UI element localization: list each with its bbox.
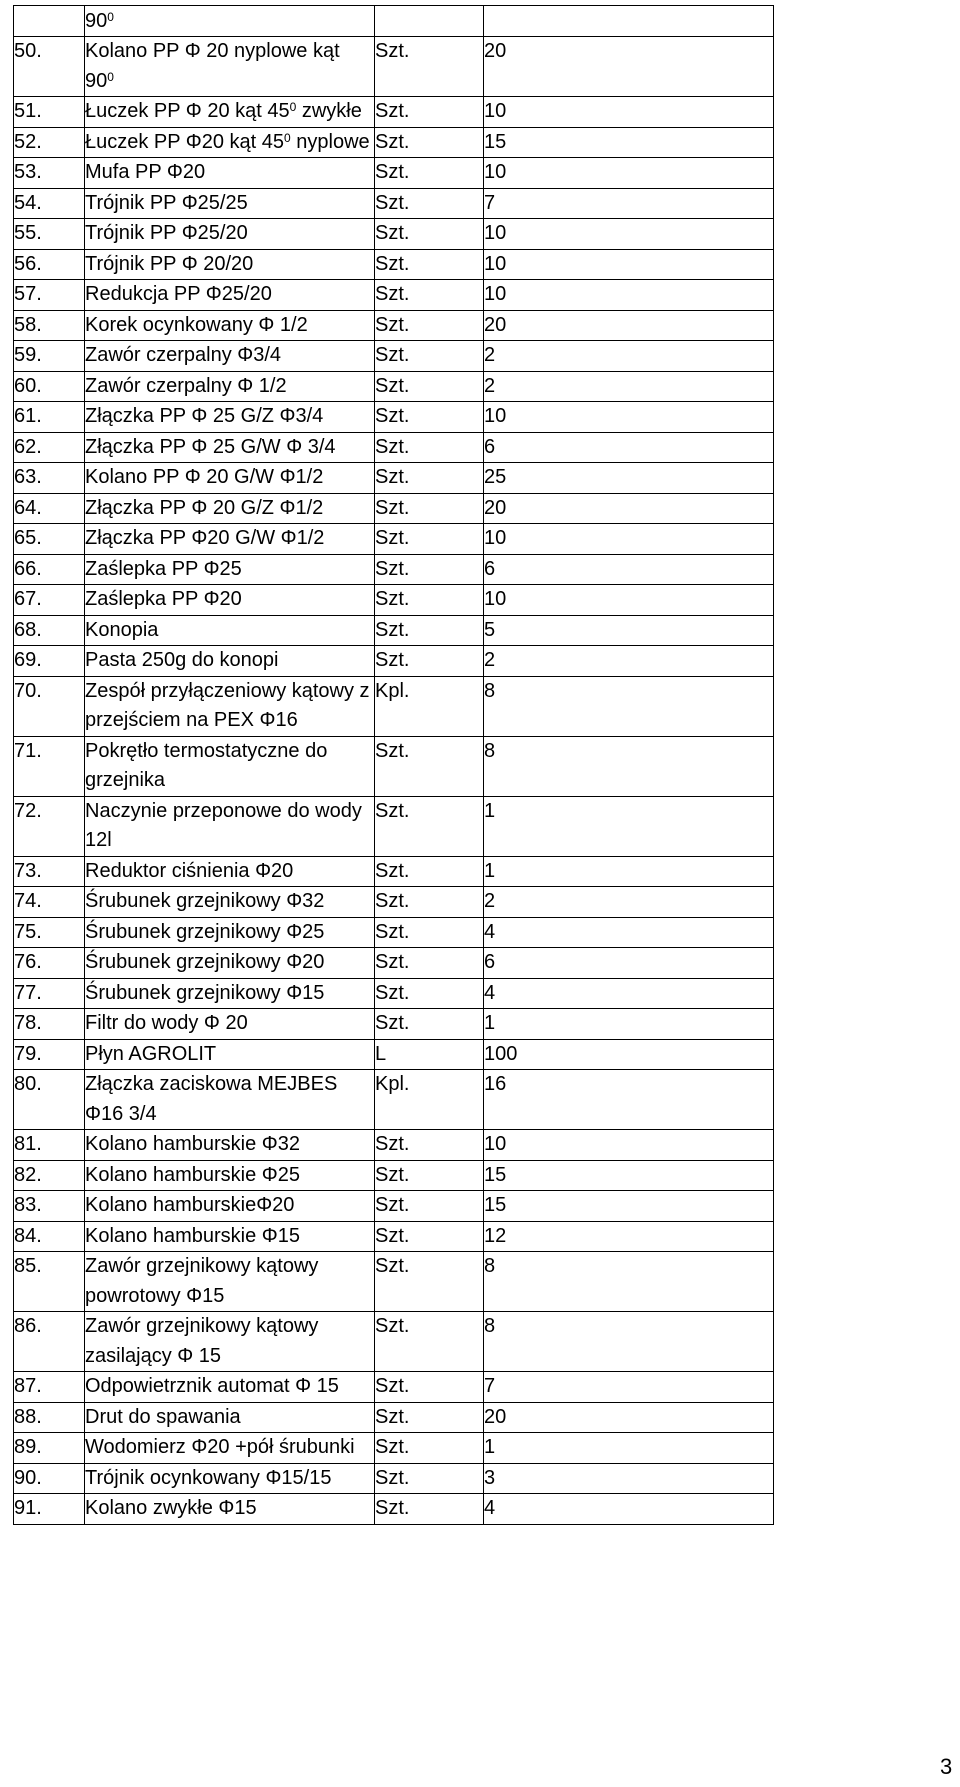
item-number: 86. bbox=[14, 1312, 85, 1372]
superscript: 0 bbox=[289, 100, 297, 114]
item-number: 69. bbox=[14, 646, 85, 677]
item-unit: Kpl. bbox=[375, 1070, 484, 1130]
item-number: 70. bbox=[14, 676, 85, 736]
item-name bbox=[85, 1463, 375, 1494]
item-name bbox=[85, 1433, 375, 1464]
table-row bbox=[14, 887, 774, 918]
table-row bbox=[14, 127, 774, 158]
item-name-text: Drut do spawania bbox=[85, 1405, 241, 1428]
item-unit: Szt. bbox=[375, 554, 484, 585]
item-quantity: 1 bbox=[484, 1009, 774, 1040]
item-number: 53. bbox=[14, 158, 85, 189]
table-row bbox=[14, 1372, 774, 1403]
item-quantity: 100 bbox=[484, 1039, 774, 1070]
item-name bbox=[85, 341, 375, 372]
item-name bbox=[85, 249, 375, 280]
item-name-text: Śrubunek grzejnikowy Φ15 bbox=[85, 981, 325, 1004]
item-number: 84. bbox=[14, 1221, 85, 1252]
item-quantity: 1 bbox=[484, 796, 774, 856]
item-number: 68. bbox=[14, 615, 85, 646]
item-number: 63. bbox=[14, 463, 85, 494]
item-number: 67. bbox=[14, 585, 85, 616]
item-name-text: Pasta 250g do konopi bbox=[85, 649, 279, 671]
item-name-text: Naczynie przeponowe do wody 12l bbox=[85, 799, 362, 851]
table-row bbox=[14, 1463, 774, 1494]
item-name-text: Trójnik PP Φ25/20 bbox=[85, 222, 248, 244]
item-number: 81. bbox=[14, 1130, 85, 1161]
item-name-text: Redukcja PP Φ25/20 bbox=[85, 283, 272, 305]
table-row bbox=[14, 1312, 774, 1372]
table-row bbox=[14, 1494, 774, 1525]
page-number: 3 bbox=[940, 1754, 953, 1779]
table-row bbox=[14, 646, 774, 677]
item-number: 66. bbox=[14, 554, 85, 585]
item-unit: Szt. bbox=[375, 736, 484, 796]
item-name-text: Złączka zaciskowa MEJBES Φ16 3/4 bbox=[85, 1073, 338, 1125]
item-name bbox=[85, 856, 375, 887]
item-unit: Szt. bbox=[375, 463, 484, 494]
item-name bbox=[85, 1372, 375, 1403]
item-name bbox=[85, 1191, 375, 1222]
items-table-body bbox=[14, 6, 774, 1525]
item-number: 73. bbox=[14, 856, 85, 887]
item-number: 89. bbox=[14, 1433, 85, 1464]
item-quantity: 6 bbox=[484, 554, 774, 585]
item-name-text: Kolano hamburskieΦ20 bbox=[85, 1194, 295, 1216]
item-unit: Szt. bbox=[375, 188, 484, 219]
item-number: 59. bbox=[14, 341, 85, 372]
item-name-text: Kolano hamburskie Φ25 bbox=[85, 1163, 300, 1186]
item-name bbox=[85, 1221, 375, 1252]
item-number: 90. bbox=[14, 1463, 85, 1494]
item-quantity: 4 bbox=[484, 978, 774, 1009]
item-quantity: 10 bbox=[484, 219, 774, 250]
item-unit: Szt. bbox=[375, 37, 484, 97]
item-unit: Szt. bbox=[375, 371, 484, 402]
item-quantity: 2 bbox=[484, 341, 774, 372]
item-name-text: Konopia bbox=[85, 618, 159, 641]
table-row bbox=[14, 796, 774, 856]
item-unit: Szt. bbox=[375, 1130, 484, 1161]
item-name-continuation: nyplowe bbox=[290, 130, 370, 153]
item-number: 79. bbox=[14, 1039, 85, 1070]
table-row bbox=[14, 37, 774, 97]
item-number: 51. bbox=[14, 97, 85, 128]
item-name bbox=[85, 524, 375, 555]
item-quantity: 8 bbox=[484, 1312, 774, 1372]
item-name bbox=[85, 188, 375, 219]
table-row bbox=[14, 158, 774, 189]
item-name-text: Łuczek PP Φ 20 kąt 45 bbox=[85, 100, 290, 122]
item-number: 57. bbox=[14, 280, 85, 311]
item-name bbox=[85, 615, 375, 646]
item-quantity: 12 bbox=[484, 1221, 774, 1252]
table-row bbox=[14, 948, 774, 979]
item-name-text: Mufa PP Φ20 bbox=[85, 161, 206, 183]
item-name-text: Śrubunek grzejnikowy Φ25 bbox=[85, 920, 325, 943]
item-name bbox=[85, 676, 375, 736]
item-quantity: 4 bbox=[484, 1494, 774, 1525]
item-unit: Szt. bbox=[375, 280, 484, 311]
item-name-text: Złączka PP Φ 25 G/W Φ 3/4 bbox=[85, 435, 336, 458]
item-name bbox=[85, 554, 375, 585]
item-unit: Szt. bbox=[375, 341, 484, 372]
item-quantity: 3 bbox=[484, 1463, 774, 1494]
item-quantity: 10 bbox=[484, 402, 774, 433]
item-number: 58. bbox=[14, 310, 85, 341]
item-number: 50. bbox=[14, 37, 85, 97]
table-row bbox=[14, 1221, 774, 1252]
item-number: 71. bbox=[14, 736, 85, 796]
superscript: 0 bbox=[284, 130, 291, 145]
table-row bbox=[14, 1191, 774, 1222]
table-row bbox=[14, 463, 774, 494]
item-name-text: Wodomierz Φ20 +pół śrubunki bbox=[85, 1436, 355, 1458]
table-row bbox=[14, 249, 774, 280]
item-name bbox=[85, 158, 375, 189]
item-unit: Szt. bbox=[375, 585, 484, 616]
table-row bbox=[14, 615, 774, 646]
item-quantity: 10 bbox=[484, 524, 774, 555]
item-name-text: Zaślepka PP Φ25 bbox=[85, 557, 242, 580]
item-quantity: 7 bbox=[484, 188, 774, 219]
item-name bbox=[85, 1402, 375, 1433]
item-unit: Szt. bbox=[375, 524, 484, 555]
table-row bbox=[14, 341, 774, 372]
item-unit: Szt. bbox=[375, 310, 484, 341]
continued-text: 90 bbox=[85, 10, 108, 32]
item-name bbox=[85, 796, 375, 856]
item-unit: Szt. bbox=[375, 646, 484, 677]
item-name-text: Korek ocynkowany Φ 1/2 bbox=[85, 313, 308, 336]
table-row-fragment bbox=[14, 6, 774, 37]
item-name bbox=[85, 310, 375, 341]
item-name bbox=[85, 463, 375, 494]
item-quantity: 10 bbox=[484, 585, 774, 616]
item-unit: Szt. bbox=[375, 1009, 484, 1040]
item-quantity: 20 bbox=[484, 1402, 774, 1433]
table-row bbox=[14, 1433, 774, 1464]
item-name-text: Łuczek PP Φ20 kąt 45 bbox=[85, 130, 285, 153]
item-number: 85. bbox=[14, 1252, 85, 1312]
table-row bbox=[14, 371, 774, 402]
item-name bbox=[85, 280, 375, 311]
item-unit: Szt. bbox=[375, 615, 484, 646]
item-name bbox=[85, 917, 375, 948]
item-number: 91. bbox=[14, 1494, 85, 1525]
item-unit: Szt. bbox=[375, 432, 484, 463]
item-quantity: 8 bbox=[484, 1252, 774, 1312]
item-unit: Szt. bbox=[375, 796, 484, 856]
item-unit: Kpl. bbox=[375, 676, 484, 736]
item-number: 64. bbox=[14, 493, 85, 524]
item-quantity: 15 bbox=[484, 1191, 774, 1222]
item-quantity: 10 bbox=[484, 158, 774, 189]
item-number: 87. bbox=[14, 1372, 85, 1403]
item-name-text: Zawór grzejnikowy kątowy powrotowy Φ15 bbox=[85, 1255, 319, 1307]
item-name-text: Złączka PP Φ 20 G/Z Φ1/2 bbox=[85, 496, 324, 519]
item-name-text: Płyn AGROLIT bbox=[85, 1042, 217, 1065]
item-quantity: 10 bbox=[484, 249, 774, 280]
item-name-text: Kolano PP Φ 20 G/W Φ1/2 bbox=[85, 466, 324, 488]
item-name bbox=[85, 219, 375, 250]
item-unit: Szt. bbox=[375, 856, 484, 887]
item-quantity: 10 bbox=[484, 280, 774, 311]
item-number: 80. bbox=[14, 1070, 85, 1130]
item-name-text: Kolano hamburskie Φ32 bbox=[85, 1133, 300, 1155]
table-row bbox=[14, 1402, 774, 1433]
table-row bbox=[14, 432, 774, 463]
item-number: 62. bbox=[14, 432, 85, 463]
item-unit: Szt. bbox=[375, 917, 484, 948]
item-name bbox=[85, 1009, 375, 1040]
item-quantity: 4 bbox=[484, 917, 774, 948]
item-name bbox=[85, 1160, 375, 1191]
item-quantity: 5 bbox=[484, 615, 774, 646]
item-name-text: Śrubunek grzejnikowy Φ32 bbox=[85, 890, 325, 912]
table-row bbox=[14, 188, 774, 219]
item-quantity: 20 bbox=[484, 493, 774, 524]
item-unit: Szt. bbox=[375, 1494, 484, 1525]
table-row bbox=[14, 97, 774, 128]
item-name-text: Złączka PP Φ 25 G/Z Φ3/4 bbox=[85, 405, 324, 427]
item-number: 60. bbox=[14, 371, 85, 402]
item-name bbox=[85, 1494, 375, 1525]
table-row bbox=[14, 524, 774, 555]
item-quantity: 25 bbox=[484, 463, 774, 494]
items-table bbox=[13, 5, 774, 1525]
table-row bbox=[14, 917, 774, 948]
item-quantity: 6 bbox=[484, 432, 774, 463]
item-name-text: Reduktor ciśnienia Φ20 bbox=[85, 859, 294, 882]
item-unit: Szt. bbox=[375, 219, 484, 250]
item-name-text: Śrubunek grzejnikowy Φ20 bbox=[85, 951, 325, 973]
table-row bbox=[14, 736, 774, 796]
item-name bbox=[85, 97, 375, 128]
table-row bbox=[14, 1070, 774, 1130]
item-quantity: 10 bbox=[484, 97, 774, 128]
item-number: 83. bbox=[14, 1191, 85, 1222]
superscript: 0 bbox=[107, 10, 114, 24]
item-name bbox=[85, 978, 375, 1009]
number-cell bbox=[14, 6, 85, 37]
item-name-text: Złączka PP Φ20 G/W Φ1/2 bbox=[85, 527, 325, 549]
table-row bbox=[14, 280, 774, 311]
item-name-text: Zawór grzejnikowy kątowy zasilający Φ 15 bbox=[85, 1315, 319, 1367]
item-name bbox=[85, 585, 375, 616]
item-quantity: 2 bbox=[484, 646, 774, 677]
item-number: 54. bbox=[14, 188, 85, 219]
item-name-continuation: zwykłe bbox=[296, 100, 362, 122]
item-quantity: 20 bbox=[484, 310, 774, 341]
item-name-text: Trójnik PP Φ 20/20 bbox=[85, 252, 254, 275]
item-name bbox=[85, 948, 375, 979]
table-row bbox=[14, 1160, 774, 1191]
item-name-text: Kolano hamburskie Φ15 bbox=[85, 1224, 300, 1247]
item-name-text: Filtr do wody Φ 20 bbox=[85, 1012, 248, 1034]
item-unit: Szt. bbox=[375, 887, 484, 918]
item-unit: Szt. bbox=[375, 1402, 484, 1433]
item-unit: Szt. bbox=[375, 1463, 484, 1494]
item-name bbox=[85, 432, 375, 463]
item-name bbox=[85, 493, 375, 524]
item-quantity: 2 bbox=[484, 887, 774, 918]
item-name-text: Odpowietrznik automat Φ 15 bbox=[85, 1375, 339, 1397]
item-number: 75. bbox=[14, 917, 85, 948]
item-quantity: 7 bbox=[484, 1372, 774, 1403]
table-row bbox=[14, 856, 774, 887]
table-row bbox=[14, 493, 774, 524]
item-number: 82. bbox=[14, 1160, 85, 1191]
item-name bbox=[85, 37, 375, 97]
item-unit: Szt. bbox=[375, 402, 484, 433]
table-row bbox=[14, 554, 774, 585]
item-number: 77. bbox=[14, 978, 85, 1009]
table-row bbox=[14, 978, 774, 1009]
table-row bbox=[14, 1130, 774, 1161]
quantity-cell bbox=[484, 6, 774, 37]
item-number: 88. bbox=[14, 1402, 85, 1433]
item-number: 52. bbox=[14, 127, 85, 158]
table-row bbox=[14, 585, 774, 616]
item-unit: Szt. bbox=[375, 978, 484, 1009]
table-row bbox=[14, 219, 774, 250]
item-number: 78. bbox=[14, 1009, 85, 1040]
item-name-text: Zespół przyłączeniowy kątowy z przejściem na PEX Φ16 bbox=[85, 679, 370, 731]
item-name-text: Kolano zwykłe Φ15 bbox=[85, 1497, 257, 1519]
table-row bbox=[14, 310, 774, 341]
item-unit: Szt. bbox=[375, 1312, 484, 1372]
item-quantity: 2 bbox=[484, 371, 774, 402]
item-unit: L bbox=[375, 1039, 484, 1070]
item-unit: Szt. bbox=[375, 1221, 484, 1252]
item-number: 72. bbox=[14, 796, 85, 856]
item-name-text: Zaślepka PP Φ20 bbox=[85, 588, 242, 610]
item-unit: Szt. bbox=[375, 127, 484, 158]
name-cell bbox=[85, 6, 375, 37]
item-quantity: 8 bbox=[484, 736, 774, 796]
table-row bbox=[14, 1252, 774, 1312]
item-name-text: Kolano PP Φ 20 nyplowe kąt 90 bbox=[85, 40, 340, 92]
table-row bbox=[14, 1039, 774, 1070]
item-quantity: 16 bbox=[484, 1070, 774, 1130]
item-name-text: Trójnik ocynkowany Φ15/15 bbox=[85, 1466, 332, 1489]
item-quantity: 1 bbox=[484, 856, 774, 887]
item-unit: Szt. bbox=[375, 97, 484, 128]
item-unit: Szt. bbox=[375, 1252, 484, 1312]
item-unit: Szt. bbox=[375, 1191, 484, 1222]
item-unit: Szt. bbox=[375, 249, 484, 280]
item-unit: Szt. bbox=[375, 1160, 484, 1191]
item-name bbox=[85, 1312, 375, 1372]
item-quantity: 10 bbox=[484, 1130, 774, 1161]
item-name bbox=[85, 402, 375, 433]
item-number: 74. bbox=[14, 887, 85, 918]
item-name bbox=[85, 1039, 375, 1070]
item-quantity: 20 bbox=[484, 37, 774, 97]
item-name bbox=[85, 646, 375, 677]
item-quantity: 6 bbox=[484, 948, 774, 979]
unit-cell bbox=[375, 6, 484, 37]
item-name-text: Trójnik PP Φ25/25 bbox=[85, 191, 248, 214]
item-name-text: Pokrętło termostatyczne do grzejnika bbox=[85, 739, 328, 791]
item-number: 65. bbox=[14, 524, 85, 555]
item-number: 76. bbox=[14, 948, 85, 979]
item-name bbox=[85, 127, 375, 158]
table-row bbox=[14, 1009, 774, 1040]
item-number: 56. bbox=[14, 249, 85, 280]
item-name bbox=[85, 887, 375, 918]
item-quantity: 15 bbox=[484, 1160, 774, 1191]
item-number: 61. bbox=[14, 402, 85, 433]
item-name bbox=[85, 736, 375, 796]
item-number: 55. bbox=[14, 219, 85, 250]
item-name bbox=[85, 1252, 375, 1312]
item-quantity: 15 bbox=[484, 127, 774, 158]
item-unit: Szt. bbox=[375, 493, 484, 524]
item-name bbox=[85, 1070, 375, 1130]
item-unit: Szt. bbox=[375, 158, 484, 189]
item-name bbox=[85, 371, 375, 402]
item-quantity: 8 bbox=[484, 676, 774, 736]
item-name bbox=[85, 1130, 375, 1161]
superscript: 0 bbox=[107, 69, 114, 84]
item-name-text: Zawór czerpalny Φ 1/2 bbox=[85, 374, 287, 397]
item-quantity: 1 bbox=[484, 1433, 774, 1464]
item-unit: Szt. bbox=[375, 1372, 484, 1403]
item-unit: Szt. bbox=[375, 1433, 484, 1464]
table-row bbox=[14, 676, 774, 736]
item-unit: Szt. bbox=[375, 948, 484, 979]
item-name-text: Zawór czerpalny Φ3/4 bbox=[85, 344, 282, 366]
table-row bbox=[14, 402, 774, 433]
